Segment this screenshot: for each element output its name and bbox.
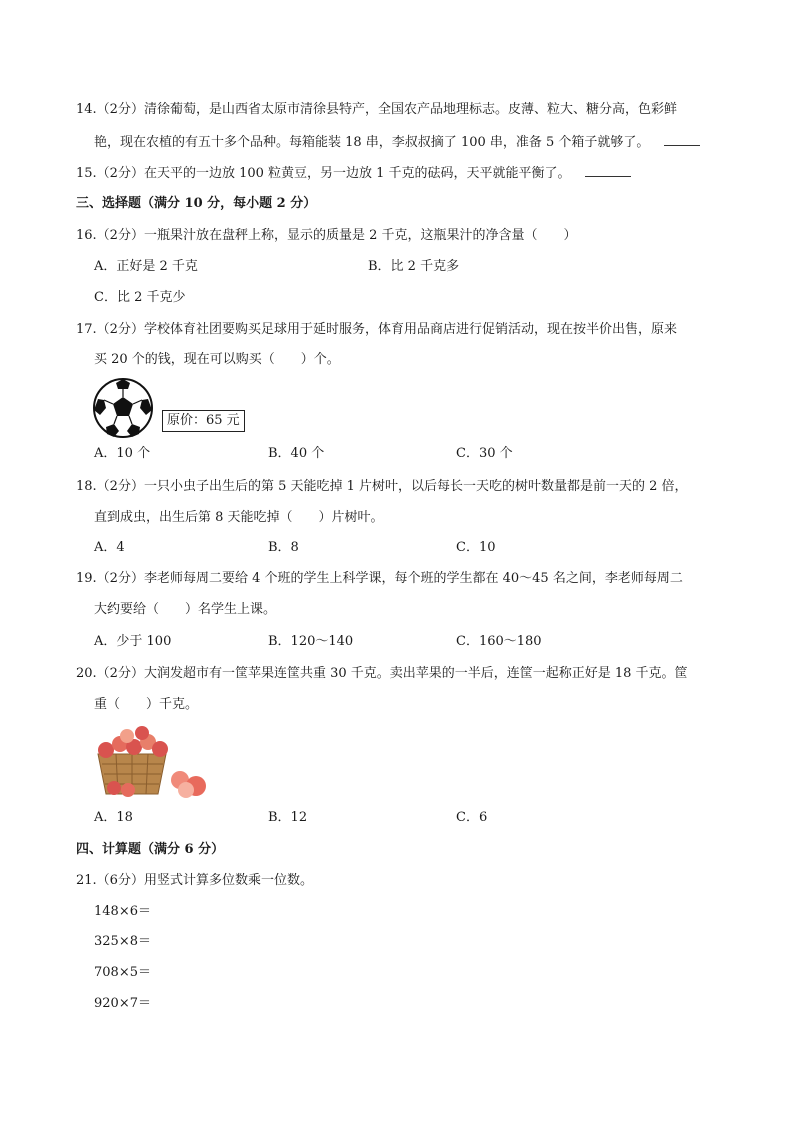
q18-option-a[interactable]: A．4 <box>94 540 125 555</box>
q16-option-a[interactable]: A．正好是 2 千克 <box>94 259 198 274</box>
q21-item-4: 920×7＝ <box>94 996 151 1011</box>
q17-stem-line1: 17.（2分）学校体育社团要购买足球用于延时服务，体育用品商店进行促销活动，现在按半价出售，原来 <box>76 322 677 337</box>
q20-option-b[interactable]: B．12 <box>268 810 308 825</box>
q20-stem-line2: 重（ ）千克。 <box>94 697 199 712</box>
q19-option-a[interactable]: A．少于 100 <box>94 634 172 649</box>
price-tag: 原价：65 元 <box>162 410 245 432</box>
q17-option-b[interactable]: B．40 个 <box>268 446 325 461</box>
q14-line2-text: 艳，现在农植的有五十多个品种。每箱能装 18 串，李叔叔摘了 100 串，准备 5 个箱子就够了。 <box>94 135 650 150</box>
q21-stem: 21.（6分）用竖式计算多位数乘一位数。 <box>76 873 313 888</box>
q19-stem-line2: 大约要给（ ）名学生上课。 <box>94 602 277 617</box>
section-4-title: 四、计算题（满分 6 分） <box>76 842 225 857</box>
q17-stem-line2: 买 20 个的钱，现在可以购买（ ）个。 <box>94 352 340 367</box>
q20-option-c[interactable]: C．6 <box>456 810 488 825</box>
q18-stem-line2: 直到成虫，出生后第 8 天能吃掉（ ）片树叶。 <box>94 510 384 525</box>
section-3-title: 三、选择题（满分 10 分，每小题 2 分） <box>76 196 317 211</box>
q20-option-a[interactable]: A．18 <box>94 810 133 825</box>
q19-stem-line1: 19.（2分）李老师每周二要给 4 个班的学生上科学课，每个班的学生都在 40～45 名之间，李老师每周二 <box>76 571 683 586</box>
q20-stem-line1: 20.（2分）大润发超市有一筐苹果连筐共重 30 千克。卖出苹果的一半后，连筐一起称正好是 18 千克。筐 <box>76 666 688 681</box>
q15-answer-blank[interactable] <box>585 162 631 177</box>
q16-option-b[interactable]: B．比 2 千克多 <box>368 259 460 274</box>
q18-option-b[interactable]: B．8 <box>268 540 299 555</box>
q14-line2 <box>94 131 700 153</box>
soccer-ball-icon <box>92 377 154 439</box>
q21-item-1: 148×6＝ <box>94 904 151 919</box>
q21-item-3: 708×5＝ <box>94 965 151 980</box>
q17-option-c[interactable]: C．30 个 <box>456 446 513 461</box>
q14-line1: 14.（2分）清徐葡萄，是山西省太原市清徐县特产，全国农产品地理标志。皮薄、粒大、糖分高，色彩鲜 <box>76 102 677 117</box>
q14-answer-blank[interactable] <box>664 131 700 146</box>
q17-option-a[interactable]: A．10 个 <box>94 446 151 461</box>
q16-stem: 16.（2分）一瓶果汁放在盘秤上称，显示的质量是 2 千克，这瓶果汁的净含量（ ） <box>76 228 577 243</box>
q19-option-c[interactable]: C．160～180 <box>456 634 542 649</box>
q21-item-2: 325×8＝ <box>94 934 151 949</box>
q16-option-c[interactable]: C．比 2 千克少 <box>94 290 186 305</box>
q18-stem-line1: 18.（2分）一只小虫子出生后的第 5 天能吃掉 1 片树叶，以后每长一天吃的树叶数量都是前一天的 2 倍， <box>76 479 688 494</box>
apple-basket-icon <box>94 724 212 800</box>
q15-line1-text: 15.（2分）在天平的一边放 100 粒黄豆，另一边放 1 千克的砝码，天平就能平衡了。 <box>76 166 571 181</box>
q15-line1 <box>76 162 631 184</box>
q18-option-c[interactable]: C．10 <box>456 540 496 555</box>
q19-option-b[interactable]: B．120～140 <box>268 634 354 649</box>
